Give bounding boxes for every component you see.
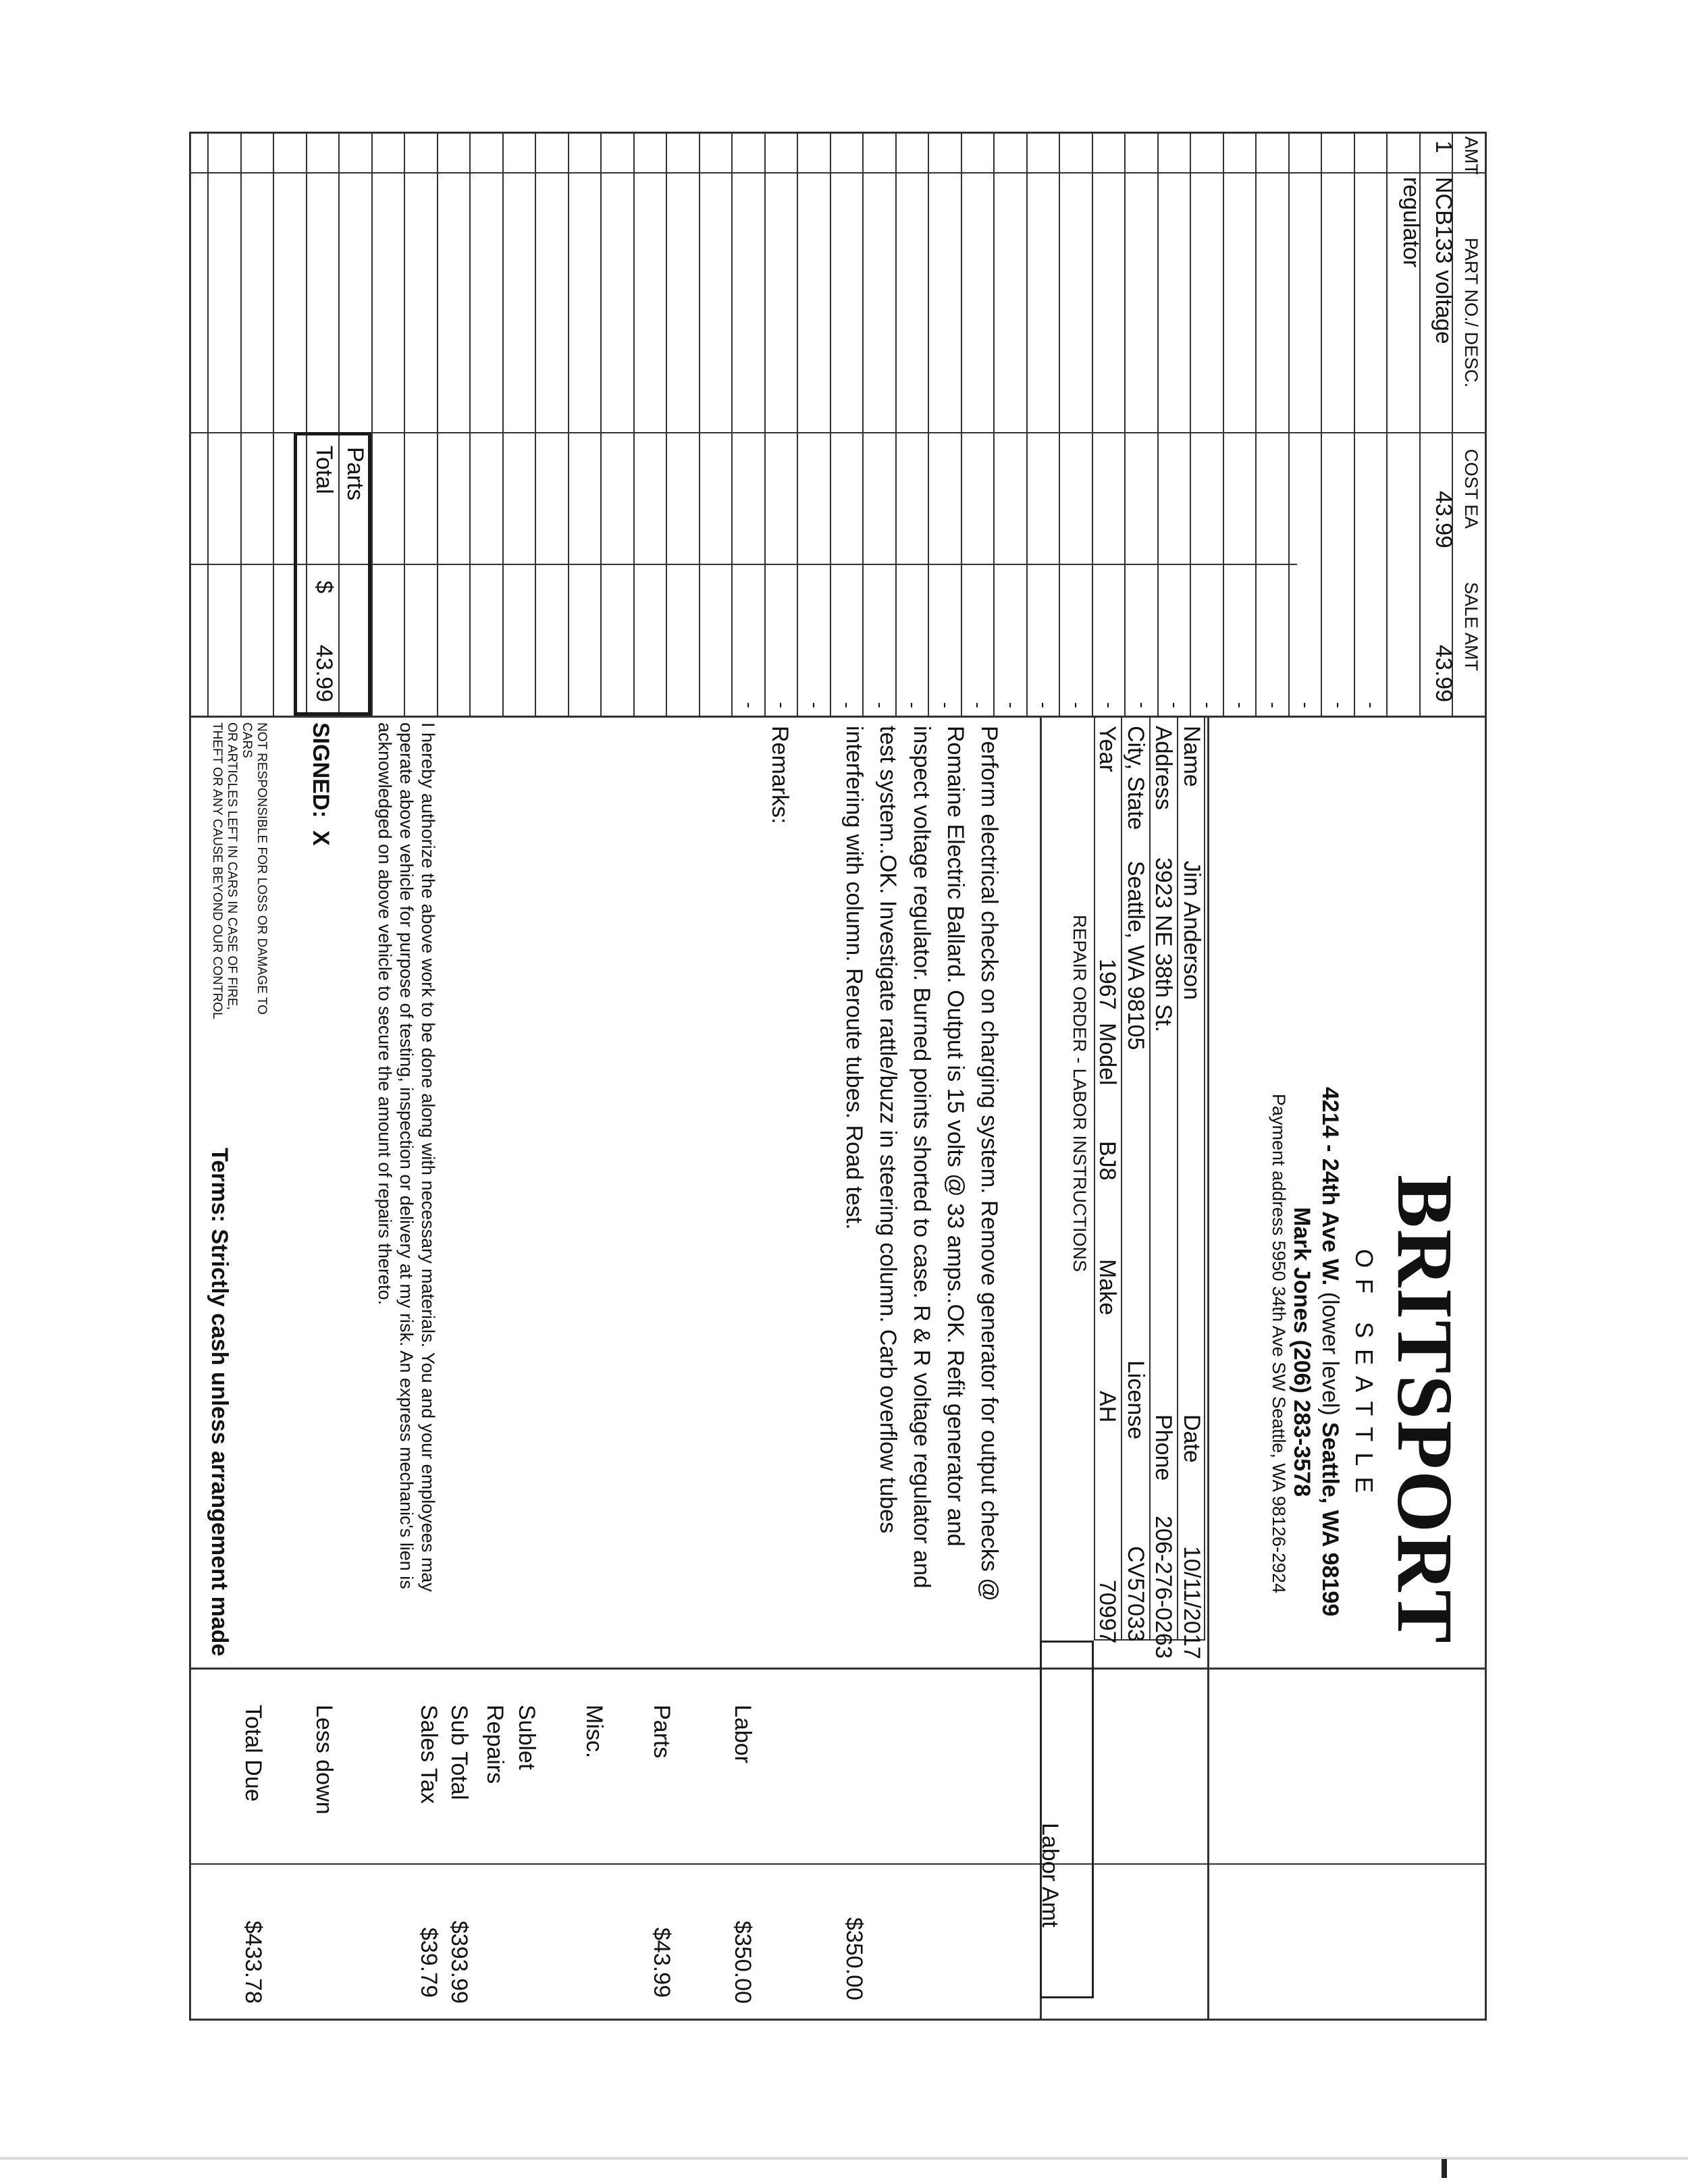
row-dash: - [903,702,923,708]
summary-parts: $43.99 [649,1927,675,1998]
summary-total-due-label: Total Due [240,1705,266,1802]
authorization-line-3: acknowledged on above vehicle to secure the amount of repairs thereto. [375,722,395,1306]
row-line [862,134,864,716]
customer-city: Seattle, WA 98105 [1123,861,1149,1050]
labor-line-3: inspect voltage regulator. Burned points shorted to case. R & R voltage regulator and [909,726,934,1589]
row-line [1321,134,1322,716]
authorization-line-2: operate above vehicle for purpose of testing, inspection or delivery at my risk. An express mechanic's lien is [396,722,417,1589]
labor-amt-header-box [1040,1641,1094,1998]
customer-name-label: Name [1179,726,1205,787]
signature-label: SIGNED: [308,722,334,818]
customer-phone-label: Phone [1151,1414,1176,1481]
remarks-label: Remarks: [767,726,793,824]
row-dash: - [1099,702,1119,708]
row-line [535,134,536,716]
signature-mark: X [308,830,334,846]
row-dash: - [936,702,956,708]
row-line [1059,134,1060,716]
row-dash: - [805,702,825,708]
parts-header-desc: PART NO./ DESC. [1461,238,1481,388]
labor-line-4: test system..OK. Investigate rattle/buzz in steering column. Carb overflow tubes [875,726,901,1534]
parts-header-cost: COST EA [1461,449,1481,529]
customer-name: Jim Anderson [1179,861,1205,1000]
parts-row-1-sale: 43.99 [1431,645,1456,703]
labor-title: REPAIR ORDER - LABOR INSTRUCTIONS [1070,915,1090,1273]
row-line [1124,134,1126,716]
row-line [797,134,798,716]
disclaimer-line-4: THEFT OR ANY CAUSE BEYOND OUR CONTROL [210,722,224,1019]
parts-total-label-2: Total [311,446,337,494]
shop-address [1317,1087,1344,1616]
row-line [731,134,733,716]
shop-city: Seattle, WA 98199 [1317,1422,1343,1617]
row-dash: - [1263,702,1284,708]
summary-repairs-label: Repairs [482,1705,508,1784]
row-dash: - [1165,702,1185,708]
vehicle-make: AH [1094,1391,1120,1423]
brand-logo: BRITSPORT [1381,1175,1469,1645]
customer-license-label: License [1123,1360,1149,1440]
disclaimer-line-2: CARS [240,722,254,758]
vehicle-make-label: Make [1094,1259,1120,1316]
summary-sublet-label: Sublet [514,1705,539,1770]
disclaimer-line-3: OR ARTICLES LEFT IN CARS IN CASE OF FIRE, [225,722,239,1010]
summary-parts-label: Parts [649,1705,675,1759]
vehicle-mileage: 70997 [1094,1580,1120,1644]
row-dash: - [772,702,792,708]
parts-total-value: 43.99 [311,645,337,703]
disclaimer-line-1: NOT RESPONSIBLE FOR LOSS OR DAMAGE TO [255,722,269,1015]
row-line [764,134,766,716]
customer-phone: 206-276-0263 [1151,1516,1176,1659]
parts-row-1-cost: 43.99 [1431,491,1456,549]
row-line [895,134,897,716]
labor-line-5: interfering with column. Reroute tubes. Road test. [841,726,867,1230]
row-dash: - [1230,702,1250,708]
summary-labor: $350.00 [730,1921,756,2004]
parts-total-label-1: Parts [342,447,368,501]
row-dash: - [837,702,858,708]
vehicle-model-label: Model [1094,1023,1120,1086]
labor-line-1: Perform electrical checks on charging system. Remove generator for output checks @ [976,726,1002,1601]
row-dash: - [1361,702,1381,708]
row-line [240,134,242,716]
row-dash: - [1198,702,1218,708]
parts-row-2-desc: regulator [1398,177,1424,268]
row-line [1354,134,1355,716]
vehicle-year-label: Year [1094,726,1120,772]
row-line [1386,134,1388,716]
row-line [1190,134,1191,716]
summary-misc-label: Misc. [581,1705,607,1759]
brand-subtitle: OF SEATTLE [1350,1249,1378,1504]
parts-header-sale: SALE AMT [1461,582,1481,672]
row-line [568,134,569,716]
customer-date: 10/11/2017 [1179,1546,1205,1659]
parts-row-1-desc: NCB133 voltage [1431,177,1456,344]
authorization-line-1: I hereby authorize the above work to be done along with necessary materials. You and your employees may [418,722,438,1592]
row-line [928,134,929,716]
customer-license: CV57033 [1123,1546,1149,1642]
labor-amount: $350.00 [841,1917,867,2000]
row-dash: - [968,702,988,708]
customer-address: 3923 NE 38th St. [1151,857,1176,1032]
row-line [404,134,405,716]
vehicle-year: 1967 [1094,959,1120,1010]
row-line [1255,134,1257,716]
row-dash: - [1296,702,1316,708]
row-line [830,134,831,716]
row-line [699,134,700,716]
terms-text: Terms: Strictly cash unless arrangement made [207,1148,232,1657]
summary-total-due: $433.78 [240,1921,266,2004]
row-dash: - [1132,702,1153,708]
row-line [502,134,504,716]
customer-address-label: Address [1151,726,1176,810]
parts-row-1-qty: 1 [1431,140,1456,153]
row-line [961,134,962,716]
row-line [666,134,667,716]
row-dash: - [1001,702,1022,708]
summary-subtotal-label: Sub Total [446,1705,472,1801]
summary-less-down-label: Less down [311,1705,337,1815]
row-line [1223,134,1224,716]
row-line [437,134,438,716]
row-line [371,134,373,716]
summary-tax: $39.79 [416,1927,442,1998]
row-dash: - [1067,702,1087,708]
row-line [207,134,209,716]
parts-header-amt: AMT [1461,136,1481,175]
row-line [1026,134,1028,716]
summary-labor-label: Labor [730,1705,756,1763]
row-dash: - [1034,702,1054,708]
vehicle-model: BJ8 [1094,1141,1120,1181]
customer-city-label: City, State [1123,726,1149,830]
row-line [600,134,602,716]
row-dash: - [1329,702,1349,708]
row-line [1157,134,1159,716]
row-line [1288,134,1290,716]
row-line [469,134,471,716]
row-line [273,134,274,716]
labor-line-2: Romaine Electric Ballard. Output is 15 volts @ 33 amps..OK. Refit generator and [943,726,968,1547]
summary-subtotal: $393.99 [446,1921,472,2004]
shop-level: (lower level) [1317,1285,1343,1422]
payment-address: Payment address 5950 34th Ave SW Seattle, WA 98126-2924 [1269,1094,1289,1593]
shop-contact: Mark Jones (206) 283-3578 [1289,1207,1315,1497]
row-dash: - [870,702,891,708]
parts-total-currency: $ [311,581,337,593]
row-dash: - [739,702,760,708]
row-line [993,134,995,716]
row-line [1092,134,1093,716]
shop-street: 4214 - 24th Ave W. [1317,1087,1343,1286]
row-line [633,134,635,716]
summary-tax-label: Sales Tax [416,1705,442,1804]
customer-date-label: Date [1179,1414,1205,1463]
labor-amt-header: Labor Amt [1037,1823,1063,1927]
